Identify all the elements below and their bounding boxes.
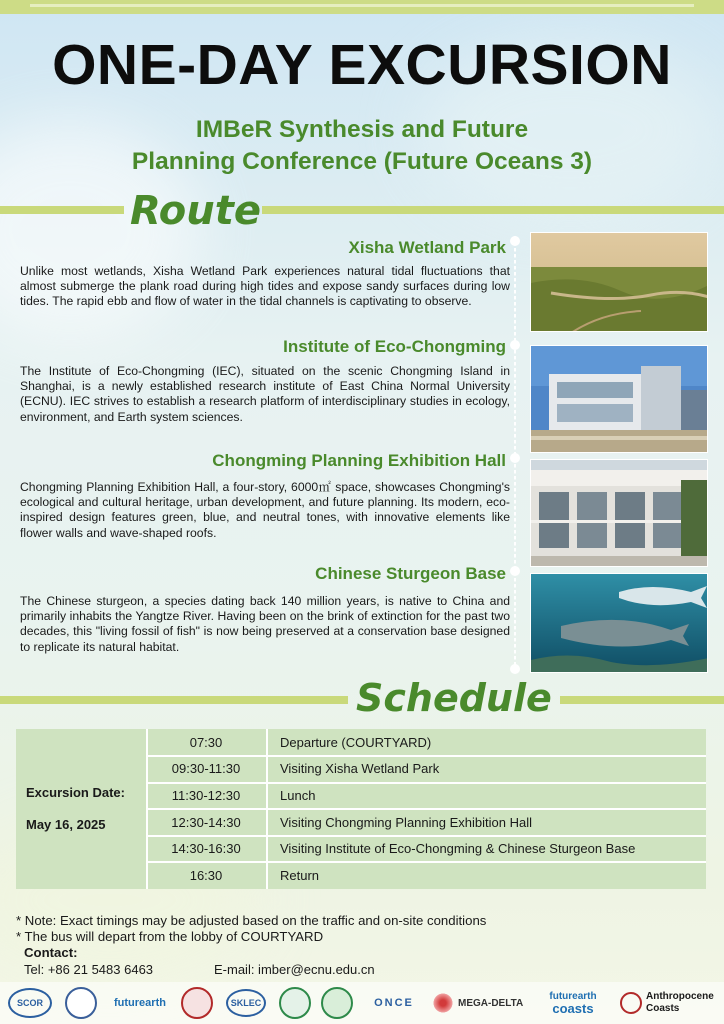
spot-title-iec: Institute of Eco-Chongming xyxy=(283,337,506,356)
top-decoration-bar xyxy=(0,0,724,14)
schedule-bar-left xyxy=(0,696,348,704)
institute-photo xyxy=(530,345,708,453)
sklec-logo xyxy=(224,986,268,1020)
scor-logo xyxy=(6,986,54,1020)
exhibition-hall-photo xyxy=(530,459,708,567)
spot-title-xisha: Xisha Wetland Park xyxy=(348,238,506,257)
excursion-date-value: May 16, 2025 xyxy=(26,817,106,832)
futurearth-logo-text: futurearth xyxy=(114,997,166,1009)
schedule-time: 09:30-11:30 xyxy=(171,761,241,777)
schedule-heading: Schedule xyxy=(356,676,552,720)
once-logo-text: ONCE xyxy=(374,997,414,1009)
timeline-dot xyxy=(510,664,520,674)
schedule-time: 16:30 xyxy=(189,867,223,883)
schedule-event: Visiting Institute of Eco-Chongming & Chinese Sturgeon Base xyxy=(280,841,636,857)
route-bar-left xyxy=(0,206,124,214)
contact-label: Contact: xyxy=(24,945,78,960)
schedule-row xyxy=(146,782,706,809)
page-title: ONE-DAY EXCURSION xyxy=(52,33,672,97)
schedule-row xyxy=(146,729,706,756)
university-emblem-logo xyxy=(180,986,214,1020)
excursion-date-cell xyxy=(16,729,146,889)
futurearth-coasts-line-2: coasts xyxy=(552,1001,594,1016)
schedule-event: Visiting Xisha Wetland Park xyxy=(280,761,440,777)
wetland-photo xyxy=(530,232,708,332)
anthropocene-coasts-logo xyxy=(620,986,720,1020)
notes-block xyxy=(16,913,486,961)
green-emblem-logo xyxy=(278,986,312,1020)
timeline-dot xyxy=(510,566,520,576)
futurearth-logo xyxy=(108,986,172,1020)
spot-body-hall: Chongming Planning Exhibition Hall, a four-story, 6000㎡ space, showcases Chongming's ecological and cultural heritage, urban development, and future planning. Its modern, eco-inspired design features green, blue, and neutral tones, with innovative elements like flower walls and wave-shaped roofs. xyxy=(20,480,510,540)
timeline-dot xyxy=(510,236,520,246)
spot-title-sturgeon: Chinese Sturgeon Base xyxy=(315,564,506,583)
route-heading: Route xyxy=(130,188,262,234)
timeline-dot xyxy=(510,453,520,463)
spot-title-hall: Chongming Planning Exhibition Hall xyxy=(212,451,506,470)
schedule-row xyxy=(146,835,706,862)
schedule-bar-right xyxy=(560,696,724,704)
route-bar-right xyxy=(262,206,724,214)
schedule-time: 11:30-12:30 xyxy=(171,787,241,803)
mega-delta-logo-text: MEGA-DELTA xyxy=(458,997,524,1009)
spot-body-sturgeon: The Chinese sturgeon, a species dating back 140 million years, is native to China and primarily inhabits the Yangtze River. Having been on the brink of extinction for the past two decades, this "living fossil of fish" is now being preserved at a conservation base designed to replicate its natural habitat. xyxy=(20,594,510,654)
schedule-row xyxy=(146,809,706,836)
schedule-event: Visiting Chongming Planning Exhibition Hall xyxy=(280,814,532,830)
subtitle-line-2: Planning Conference (Future Oceans 3) xyxy=(131,148,593,175)
schedule-event: Return xyxy=(280,867,320,883)
schedule-time: 07:30 xyxy=(189,734,223,750)
futurearth-coasts-logo xyxy=(534,986,612,1020)
once-logo xyxy=(364,986,424,1020)
ecnu-emblem-logo xyxy=(64,986,98,1020)
futurearth-coasts-line-1: futurearth xyxy=(549,991,597,1002)
note-timing: * Note: Exact timings may be adjusted based on the traffic and on-site conditions xyxy=(16,913,487,928)
contact-email[interactable]: E-mail: imber@ecnu.edu.cn xyxy=(214,962,375,977)
anthropocene-emblem-icon xyxy=(620,992,642,1014)
mega-delta-logo xyxy=(432,986,526,1020)
spot-body-xisha: Unlike most wetlands, Xisha Wetland Park experiences natural tidal fluctuations that almost submerge the plank road during high tides and expose sandy surfaces during low tides. The rapid ebb and flow of water in the tidal channels is captivating to observe. xyxy=(20,264,510,309)
sturgeon-photo xyxy=(530,573,708,673)
eco-emblem-logo xyxy=(320,986,354,1020)
schedule-row xyxy=(146,756,706,783)
contact-tel: Tel: +86 21 5483 6463 xyxy=(24,962,154,977)
anthropocene-line-1: Anthropocene xyxy=(646,991,714,1002)
schedule-time: 12:30-14:30 xyxy=(171,814,241,830)
schedule-time: 14:30-16:30 xyxy=(171,841,241,857)
schedule-table xyxy=(16,729,706,889)
mega-delta-dots-icon xyxy=(432,992,454,1014)
scor-logo-text: SCOR xyxy=(8,988,52,1018)
sklec-logo-text: SKLEC xyxy=(226,989,266,1017)
note-bus: * The bus will depart from the lobby of COURTYARD xyxy=(16,929,324,944)
excursion-date-label: Excursion Date: xyxy=(26,785,125,800)
anthropocene-logo-text xyxy=(646,991,714,1015)
timeline-dot xyxy=(510,340,520,350)
conference-subtitle xyxy=(40,114,684,178)
subtitle-line-1: IMBeR Synthesis and Future xyxy=(195,116,529,143)
spot-body-iec: The Institute of Eco-Chongming (IEC), situated on the scenic Chongming Island in Shanghai, is a newly established research institute of East China Normal University (ECNU). IEC strives to establish a research platform of interdisciplinary studies in ecology, environment, and Earth system sciences. xyxy=(20,364,510,424)
anthropocene-line-2: Coasts xyxy=(646,1003,680,1014)
schedule-event: Departure (COURTYARD) xyxy=(280,734,432,750)
schedule-row xyxy=(146,862,706,889)
schedule-event: Lunch xyxy=(280,787,316,803)
